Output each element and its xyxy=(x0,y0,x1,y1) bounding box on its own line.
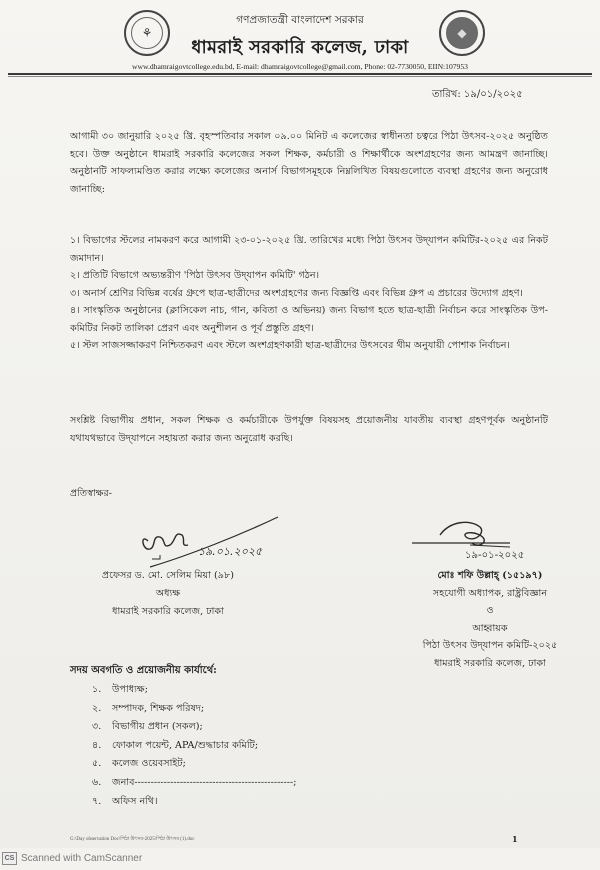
instruction-item: ২। প্রতিটি বিভাগে অভ্যন্তরীণ 'পিঠা উৎসব উদ্‌যাপন কমিটি' গঠন। xyxy=(70,270,320,281)
footer-file-path: G:\Day observation Doc\পিঠা উৎসব-2025\পিঠা উৎসব (1).doc xyxy=(70,837,195,842)
header-divider-thin xyxy=(8,76,592,77)
bangladesh-map-icon: ◆ xyxy=(446,17,478,49)
distribution-item-number: ৪. xyxy=(92,739,102,751)
principal-designation: অধ্যক্ষ xyxy=(155,588,181,599)
convener-designation: সহযোগী অধ্যাপক, রাষ্ট্রবিজ্ঞান xyxy=(432,587,548,599)
distribution-item xyxy=(92,700,297,719)
principal-name: প্রফেসর ড. মো. সেলিম মিয়া (৯৮) xyxy=(102,570,234,581)
distribution-item-text: অফিস নথি। xyxy=(112,795,158,807)
distribution-item-text: ফোকাল পয়েন্ট, APA/শুদ্ধাচার কমিটি; xyxy=(112,739,259,751)
closing-paragraph: সংশ্লিষ্ট বিভাগীয় প্রধান, সকল শিক্ষক ও কর্মচারীকে উপর্যুক্ত বিষয়সহ প্রয়োজনীয় যাবতীয় ব্যবস্থা গ্রহণপূর্বক অনুষ্ঠানটি যথাযথভাবে উদ্‌যাপনে সহায়তা করার জন্য অনুরোধ করছি। xyxy=(70,415,548,444)
distribution-item-number: ৭. xyxy=(92,795,102,807)
distribution-item-number: ৫. xyxy=(92,758,102,770)
convener-name: মোঃ শফি উল্লাহ্ (১৫১৯৭) xyxy=(437,570,543,581)
convener-signature-block xyxy=(390,567,590,672)
distribution-item xyxy=(92,774,297,793)
convener-role: আহ্বায়ক xyxy=(472,622,508,634)
countersign-label: প্রতিস্বাক্ষর- xyxy=(70,488,113,499)
principal-signature-date: ১৯.০১.২০২৫ xyxy=(198,545,263,558)
distribution-item-text: সম্পাদক, শিক্ষক পরিষদ; xyxy=(112,702,205,714)
government-heading: গণপ্রজাতন্ত্রী বাংলাদেশ সরকার xyxy=(236,14,364,26)
distribution-item xyxy=(92,793,297,812)
instruction-item: ১। বিভাগের স্টলের নামকরণ করে আগামী ২৩-০১-২০২৫ খ্রি. তারিখের মধ্যে পিঠা উৎসব উদ্‌যাপন কমিটির-২০২৫ এর নিকট জমাদান। xyxy=(70,235,548,264)
distribution-item-text: জনাব-------------------------------------------------; xyxy=(112,776,297,788)
convener-institution: ধামরাই সরকারি কলেজ, ঢাকা xyxy=(434,657,546,669)
distribution-item xyxy=(92,718,297,737)
distribution-item xyxy=(92,737,297,756)
camscanner-logo-icon: CS xyxy=(2,852,17,865)
distribution-list xyxy=(92,681,297,811)
distribution-item-number: ১. xyxy=(92,684,102,695)
distribution-item-text: বিভাগীয় প্রধান (সকল); xyxy=(112,721,203,733)
distribution-item xyxy=(92,681,297,700)
instruction-item: ৪। সাংস্কৃতিক অনুষ্ঠানের (ক্লাসিকেল নাচ, গান, কবিতা ও অভিনয়) জন্য বিভাগ হতে ছাত্র-ছাত্রী নির্বাচন করে সাংস্কৃতিক উপ-কমিটির নিকট তালিকা প্রেরণ এবং অনুশীলন ও পূর্ব প্রস্তুতি গ্রহণ। xyxy=(70,305,548,334)
distribution-item-number: ২. xyxy=(92,702,102,714)
distribution-item xyxy=(92,755,297,774)
convener-committee: পিঠা উৎসব উদ্‌যাপন কমিটি-২০২৫ xyxy=(422,640,558,651)
college-seal-emblem-icon: ⚘ xyxy=(131,17,163,49)
principal-signature-block xyxy=(58,567,278,621)
issue-date: তারিখ: ১৯/০১/২০২৫ xyxy=(432,89,523,100)
distribution-item-number: ৬. xyxy=(92,776,102,788)
distribution-item-number: ৩. xyxy=(92,721,102,733)
convener-conjunction: ও xyxy=(486,605,494,616)
instruction-item: ৫। স্টল সাজসজ্জাকরণ নিশ্চিতকরণ এবং স্টলে অংশগ্রহণকারী ছাত্র-ছাত্রীদের উৎসবের থীম অনুযায়ী পোশাক নির্বাচন। xyxy=(70,340,510,351)
college-name-heading: ধামরাই সরকারি কলেজ, ঢাকা xyxy=(191,37,409,58)
intro-paragraph: আগামী ৩০ জানুয়ারি ২০২৫ খ্রি. বৃহস্পতিবার সকাল ০৯.০০ মিনিট এ কলেজের স্বাধীনতা চত্বরে পিঠা উৎসব-২০২৫ অনুষ্ঠিত হবে। উক্ত অনুষ্ঠানে ধামরাই সরকারি কলেজের সকল শিক্ষক, কর্মচারী ও শিক্ষার্থীকে অংশগ্রহণের জন্য আমন্ত্রণ জানাচ্ছি। অনুষ্ঠানটি সাফল্যমণ্ডিত করার লক্ষ্যে কলেজের অনার্স বিভাগসমূহকে নিম্নলিখিত বিষয়গুলোতে ব্যবস্থা গ্রহণের জন্য অনুরোধ জানাচ্ছি: xyxy=(70,131,548,195)
convener-signature-date: ১৯-০১-২০২৫ xyxy=(465,550,525,561)
camscanner-text: Scanned with CamScanner xyxy=(21,853,143,864)
header-divider xyxy=(8,73,592,75)
camscanner-watermark xyxy=(2,852,142,865)
instruction-item: ৩। অনার্স শ্রেণির বিভিন্ন বর্ষের গ্রুপে ছাত্র-ছাত্রীদের অংশগ্রহণের জন্য বিজ্ঞপ্তি এবং বিভিন্ন গ্রুপ এ প্রচারের উদ্যোগ গ্রহণ। xyxy=(70,287,523,299)
convener-signature xyxy=(410,513,530,549)
distribution-item-text: কলেজ ওয়েবসাইট; xyxy=(112,758,186,770)
distribution-item-text: উপাধ্যক্ষ; xyxy=(112,684,148,695)
principal-institution: ধামরাই সরকারি কলেজ, ঢাকা xyxy=(112,606,224,617)
contact-line: www.dhamraigovtcollege.edu.bd, E-mail: dhamraigovtcollege@gmail.com, Phone: 02-7730050, EIIN:107953 xyxy=(132,62,468,71)
footer-page-number: 1 xyxy=(512,834,518,844)
distribution-title: সদয় অবগতি ও প্রয়োজনীয় কার্যার্থে: xyxy=(70,665,217,676)
instruction-list xyxy=(70,232,548,355)
